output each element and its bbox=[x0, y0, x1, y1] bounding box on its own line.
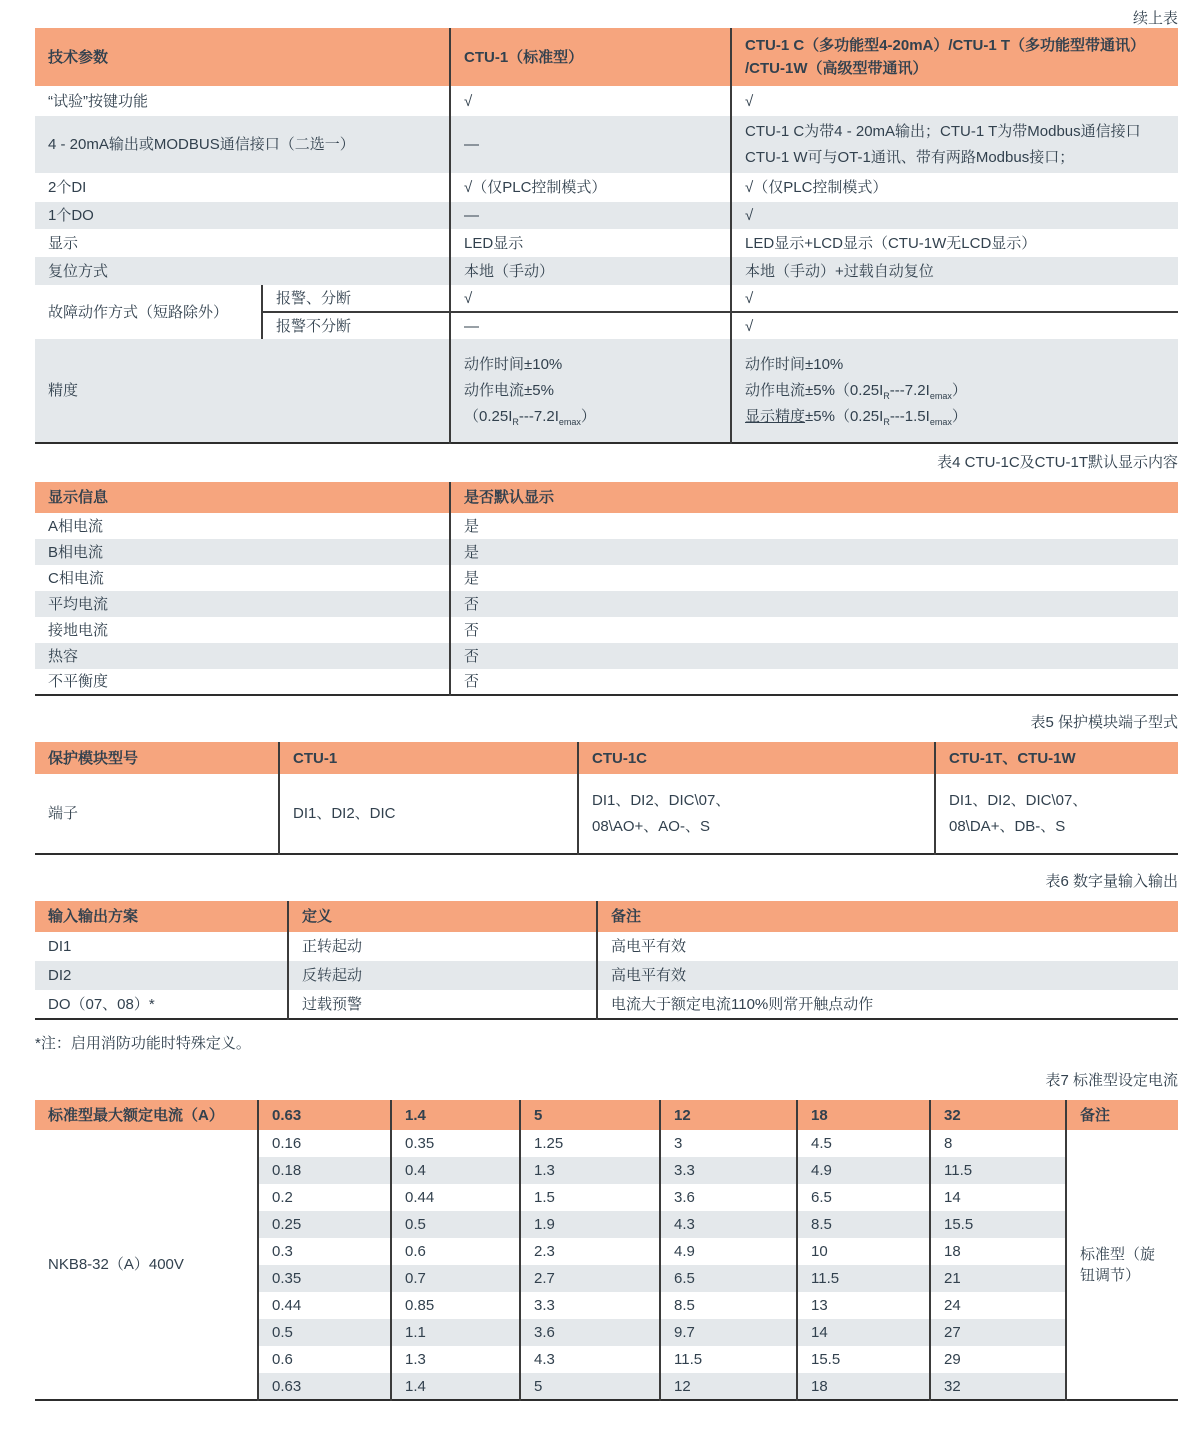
spec-row-do-label: 1个DO bbox=[35, 202, 450, 229]
table7-cell: 6.5 bbox=[797, 1184, 930, 1211]
table7-header-remark: 备注 bbox=[1066, 1100, 1178, 1130]
table6-cell: DI2 bbox=[35, 961, 288, 990]
table6-cell: 过载预警 bbox=[288, 990, 597, 1019]
table5-header-ctu1c: CTU-1C bbox=[578, 742, 935, 774]
spec-header-ctu1c-line2: /CTU-1W（高级型带通讯） bbox=[745, 60, 928, 77]
table4-cell: 平均电流 bbox=[35, 591, 450, 617]
table5-header-ctu1tw: CTU-1T、CTU-1W bbox=[935, 742, 1178, 774]
table7-cell: 0.6 bbox=[391, 1238, 520, 1265]
spec-table bbox=[35, 28, 1178, 444]
precision-ctu1-line1: 动作时间±10% bbox=[464, 355, 563, 373]
table4-cell: 否 bbox=[450, 669, 1178, 695]
table4-cell: B相电流 bbox=[35, 539, 450, 565]
table7-header-value: 12 bbox=[660, 1100, 797, 1130]
table7-cell: 6.5 bbox=[660, 1265, 797, 1292]
spec-header-ctu1: CTU-1（标准型） bbox=[450, 28, 731, 86]
table7-cell: 11.5 bbox=[797, 1265, 930, 1292]
spec-row-test-ctu1c: √ bbox=[731, 86, 1178, 116]
table7-cell: 0.35 bbox=[391, 1130, 520, 1157]
table7-header-value: 1.4 bbox=[391, 1100, 520, 1130]
table7-header-value: 5 bbox=[520, 1100, 660, 1130]
table6-header-scheme: 输入输出方案 bbox=[35, 901, 288, 932]
table7-cell: 1.4 bbox=[391, 1373, 520, 1400]
table7-header-label: 标准型最大额定电流（A） bbox=[35, 1100, 258, 1130]
spec-row-modbus-label: 4 - 20mA输出或MODBUS通信接口（二选一） bbox=[35, 116, 450, 173]
spec-row-modbus-ctu1: — bbox=[450, 116, 731, 173]
table6-cell: 高电平有效 bbox=[597, 961, 1178, 990]
table7-cell: 18 bbox=[930, 1238, 1066, 1265]
table7-cell: 0.16 bbox=[258, 1130, 391, 1157]
table7-cell: 10 bbox=[797, 1238, 930, 1265]
table7-cell: 0.2 bbox=[258, 1184, 391, 1211]
table7-cell: 3.3 bbox=[660, 1157, 797, 1184]
spec-row-precision-ctu1 bbox=[450, 339, 731, 443]
spec-row-display-label: 显示 bbox=[35, 229, 450, 257]
table7-model-label: NKB8-32（A）400V bbox=[35, 1130, 258, 1400]
spec-header-param: 技术参数 bbox=[35, 28, 450, 86]
table7-cell: 0.6 bbox=[258, 1346, 391, 1373]
table6-footnote: *注：启用消防功能时特殊定义。 bbox=[35, 1035, 251, 1052]
table6-cell: 反转起动 bbox=[288, 961, 597, 990]
table7-cell: 32 bbox=[930, 1373, 1066, 1400]
spec-row-display-ctu1: LED显示 bbox=[450, 229, 731, 257]
table7-cell: 14 bbox=[797, 1319, 930, 1346]
table4-cell: C相电流 bbox=[35, 565, 450, 591]
table4-default-display bbox=[35, 482, 1178, 696]
spec-row-reset-label: 复位方式 bbox=[35, 257, 450, 285]
table5-caption: 表5 保护模块端子型式 bbox=[1030, 714, 1178, 731]
table7-cell: 1.5 bbox=[520, 1184, 660, 1211]
table5-ctu1tw-terminals: DI1、DI2、DIC\07、 08\DA+、DB-、S bbox=[935, 774, 1178, 854]
table7-cell: 21 bbox=[930, 1265, 1066, 1292]
table7-cell: 4.5 bbox=[797, 1130, 930, 1157]
table7-cell: 4.9 bbox=[797, 1157, 930, 1184]
table4-cell: 否 bbox=[450, 591, 1178, 617]
table7-cell: 8.5 bbox=[797, 1211, 930, 1238]
table7-cell: 0.5 bbox=[258, 1319, 391, 1346]
precision-ctu1c-line1: 动作时间±10% bbox=[745, 355, 844, 373]
table7-cell: 0.7 bbox=[391, 1265, 520, 1292]
continued-table-label: 续上表 bbox=[1132, 10, 1178, 27]
table7-cell: 3 bbox=[660, 1130, 797, 1157]
spec-row-do-ctu1: — bbox=[450, 202, 731, 229]
spec-row-modbus-ctu1c bbox=[731, 116, 1178, 173]
spec-row-do-ctu1c: √ bbox=[731, 202, 1178, 229]
table4-caption: 表4 CTU-1C及CTU-1T默认显示内容 bbox=[937, 454, 1178, 471]
table7-cell: 13 bbox=[797, 1292, 930, 1319]
spec-row-fault-sub1-label: 报警、分断 bbox=[262, 285, 450, 312]
table7-cell: 1.25 bbox=[520, 1130, 660, 1157]
precision-ctu1-line2: 动作电流±5% bbox=[464, 381, 554, 399]
table7-cell: 11.5 bbox=[930, 1157, 1066, 1184]
spec-row-fault-label: 故障动作方式（短路除外） bbox=[35, 285, 262, 339]
table4-cell: 不平衡度 bbox=[35, 669, 450, 695]
table7-cell: 1.3 bbox=[520, 1157, 660, 1184]
table7-cell: 0.44 bbox=[258, 1292, 391, 1319]
table7-cell: 0.5 bbox=[391, 1211, 520, 1238]
spec-row-fault-sub2-label: 报警不分断 bbox=[262, 312, 450, 339]
table7-cell: 3.6 bbox=[520, 1319, 660, 1346]
table7-cell: 1.9 bbox=[520, 1211, 660, 1238]
table4-cell: 是 bbox=[450, 513, 1178, 539]
table7-cell: 14 bbox=[930, 1184, 1066, 1211]
table7-cell: 4.3 bbox=[660, 1211, 797, 1238]
spec-header-ctu1c bbox=[731, 28, 1178, 86]
table5-ctu1-terminals: DI1、DI2、DIC bbox=[279, 774, 578, 854]
table5-row-label: 端子 bbox=[35, 774, 279, 854]
spec-row-modbus-ctu1c-line1: CTU-1 C为带4 - 20mA输出；CTU-1 T为带Modbus通信接口 bbox=[745, 122, 1141, 140]
spec-row-precision-label: 精度 bbox=[35, 339, 450, 443]
table7-cell: 0.4 bbox=[391, 1157, 520, 1184]
table4-cell: 接地电流 bbox=[35, 617, 450, 643]
table4-cell: 否 bbox=[450, 643, 1178, 669]
precision-ctu1c-line2: 动作电流$\pm 5\%(0.25I_R---7.2I_{emax})$ bbox=[745, 381, 967, 401]
spec-row-reset-ctu1c: 本地（手动）+过载自动复位 bbox=[731, 257, 1178, 285]
table6-cell: DO（07、08）* bbox=[35, 990, 288, 1019]
table7-cell: 1.3 bbox=[391, 1346, 520, 1373]
table5-header-ctu1: CTU-1 bbox=[279, 742, 578, 774]
table7-cell: 2.3 bbox=[520, 1238, 660, 1265]
table6-cell: DI1 bbox=[35, 932, 288, 961]
table7-header-value: 32 bbox=[930, 1100, 1066, 1130]
table7-cell: 0.85 bbox=[391, 1292, 520, 1319]
table4-cell: A相电流 bbox=[35, 513, 450, 539]
table5-terminals bbox=[35, 742, 1178, 855]
table7-cell: 5 bbox=[520, 1373, 660, 1400]
table7-cell: 18 bbox=[797, 1373, 930, 1400]
spec-row-test-ctu1: √ bbox=[450, 86, 731, 116]
spec-row-fault-sub1-ctu1c: √ bbox=[731, 285, 1178, 312]
spec-header-ctu1c-line1: CTU-1 C（多功能型4-20mA）/CTU-1 T（多功能型带通讯） bbox=[745, 37, 1146, 54]
table5-ctu1c-terminals: DI1、DI2、DIC\07、 08\AO+、AO-、S bbox=[578, 774, 935, 854]
table7-header-value: 18 bbox=[797, 1100, 930, 1130]
spec-row-modbus-ctu1c-line2: CTU-1 W可与OT-1通讯、带有两路Modbus接口； bbox=[745, 148, 1075, 166]
table6-cell: 正转起动 bbox=[288, 932, 597, 961]
table7-cell: 27 bbox=[930, 1319, 1066, 1346]
table4-header-info: 显示信息 bbox=[35, 482, 450, 513]
table7-cell: 24 bbox=[930, 1292, 1066, 1319]
table5-header-model: 保护模块型号 bbox=[35, 742, 279, 774]
table7-cell: 0.63 bbox=[258, 1373, 391, 1400]
table7-cell: 0.44 bbox=[391, 1184, 520, 1211]
table7-standard-current bbox=[35, 1100, 1178, 1401]
table7-cell: 15.5 bbox=[797, 1346, 930, 1373]
table6-cell: 电流大于额定电流110%则常开触点动作 bbox=[597, 990, 1178, 1019]
spec-row-display-ctu1c: LED显示+LCD显示（CTU-1W无LCD显示） bbox=[731, 229, 1178, 257]
table7-cell: 11.5 bbox=[660, 1346, 797, 1373]
table7-cell: 2.7 bbox=[520, 1265, 660, 1292]
spec-row-fault-sub2-ctu1c: √ bbox=[731, 312, 1178, 339]
table7-cell: 12 bbox=[660, 1373, 797, 1400]
table6-header-remark: 备注 bbox=[597, 901, 1178, 932]
precision-ctu1-line3: $(0.25I_R---7.2I_{emax})$ bbox=[464, 407, 596, 427]
table7-cell: 9.7 bbox=[660, 1319, 797, 1346]
spec-row-fault-sub1-ctu1: √ bbox=[450, 285, 731, 312]
table7-cell: 4.9 bbox=[660, 1238, 797, 1265]
table7-cell: 8 bbox=[930, 1130, 1066, 1157]
table6-caption: 表6 数字量输入输出 bbox=[1045, 873, 1178, 890]
table7-cell: 0.18 bbox=[258, 1157, 391, 1184]
spec-row-fault-sub2-ctu1: — bbox=[450, 312, 731, 339]
table7-cell: 1.1 bbox=[391, 1319, 520, 1346]
table7-cell: 0.3 bbox=[258, 1238, 391, 1265]
table4-cell: 是 bbox=[450, 565, 1178, 591]
table4-cell: 热容 bbox=[35, 643, 450, 669]
table7-cell: 8.5 bbox=[660, 1292, 797, 1319]
spec-row-di-ctu1c: √（仅PLC控制模式） bbox=[731, 173, 1178, 202]
table7-remark-value: 标准型（旋钮调节） bbox=[1066, 1130, 1178, 1400]
table7-cell: 4.3 bbox=[520, 1346, 660, 1373]
precision-ctu1c-line3: 显示精度$\pm 5\%(0.25I_R---1.5I_{emax})$ bbox=[745, 407, 967, 427]
table7-caption: 表7 标准型设定电流 bbox=[1045, 1072, 1178, 1089]
table6-header-definition: 定义 bbox=[288, 901, 597, 932]
table4-cell: 否 bbox=[450, 617, 1178, 643]
spec-row-precision-ctu1c bbox=[731, 339, 1178, 443]
table7-cell: 0.35 bbox=[258, 1265, 391, 1292]
table7-cell: 3.6 bbox=[660, 1184, 797, 1211]
table7-cell: 29 bbox=[930, 1346, 1066, 1373]
table4-cell: 是 bbox=[450, 539, 1178, 565]
table7-header-value: 0.63 bbox=[258, 1100, 391, 1130]
table6-cell: 高电平有效 bbox=[597, 932, 1178, 961]
spec-row-test-label: “试验”按键功能 bbox=[35, 86, 450, 116]
table7-cell: 3.3 bbox=[520, 1292, 660, 1319]
table6-digital-io bbox=[35, 901, 1178, 1020]
table7-cell: 15.5 bbox=[930, 1211, 1066, 1238]
table4-header-default: 是否默认显示 bbox=[450, 482, 1178, 513]
table7-cell: 0.25 bbox=[258, 1211, 391, 1238]
spec-row-reset-ctu1: 本地（手动） bbox=[450, 257, 731, 285]
spec-row-di-label: 2个DI bbox=[35, 173, 450, 202]
spec-row-di-ctu1: √（仅PLC控制模式） bbox=[450, 173, 731, 202]
